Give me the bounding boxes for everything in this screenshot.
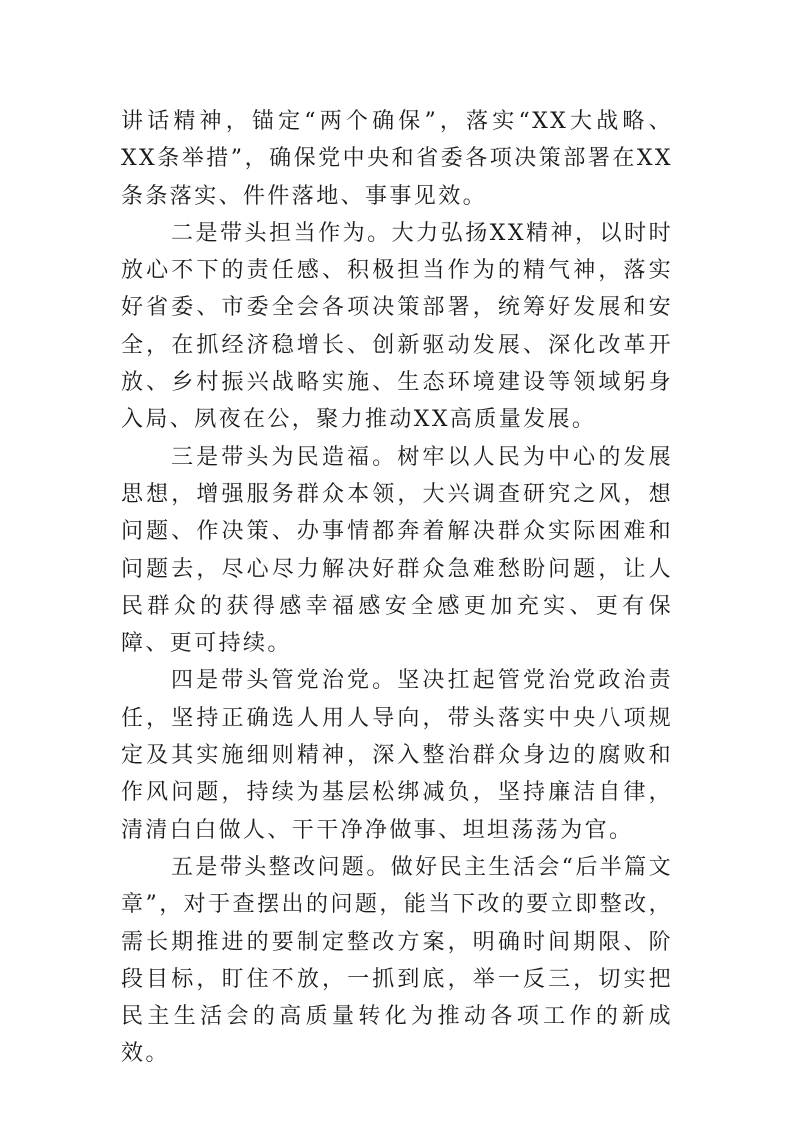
- paragraph-point-four: 四是带头管党治党。坚决扛起管党治党政治责任，坚持正确选人用人导向，带头落实中央八项规定及其实施细则精神，深入整治群众身边的腐败和作风问题，持续为基层松绑减负，坚持廉洁自律，清清白白做人、干干净净做事、坦坦荡荡为官。: [121, 668, 673, 843]
- paragraph-point-five: 五是带头整改问题。做好民主生活会“后半篇文章”，对于查摆出的问题，能当下改的要立即整改，需长期推进的要制定整改方案，明确时间期限、阶段目标，盯住不放，一抓到底，举一反三，切实把民主生活会的高质量转化为推动各项工作的新成效。: [121, 854, 673, 1067]
- paragraph-continuation: 讲话精神，锚定“两个确保”，落实“XX大战略、XX条举措”，确保党中央和省委各项决策部署在XX条条落实、件件落地、事事见效。: [121, 109, 673, 209]
- paragraph-point-two: 二是带头担当作为。大力弘扬XX精神，以时时放心不下的责任感、积极担当作为的精气神，落实好省委、市委全会各项决策部署，统筹好发展和安全，在抓经济稳增长、创新驱动发展、深化改革开放、乡村振兴战略实施、生态环境建设等领域躬身入局、夙夜在公，聚力推动XX高质量发展。: [121, 220, 673, 433]
- document-page: [121, 103, 673, 1073]
- paragraph-point-three: 三是带头为民造福。树牢以人民为中心的发展思想，增强服务群众本领，大兴调查研究之风，想问题、作决策、办事情都奔着解决群众实际困难和问题去，尽心尽力解决好群众急难愁盼问题，让人民群众的获得感幸福感安全感更加充实、更有保障、更可持续。: [121, 444, 673, 657]
